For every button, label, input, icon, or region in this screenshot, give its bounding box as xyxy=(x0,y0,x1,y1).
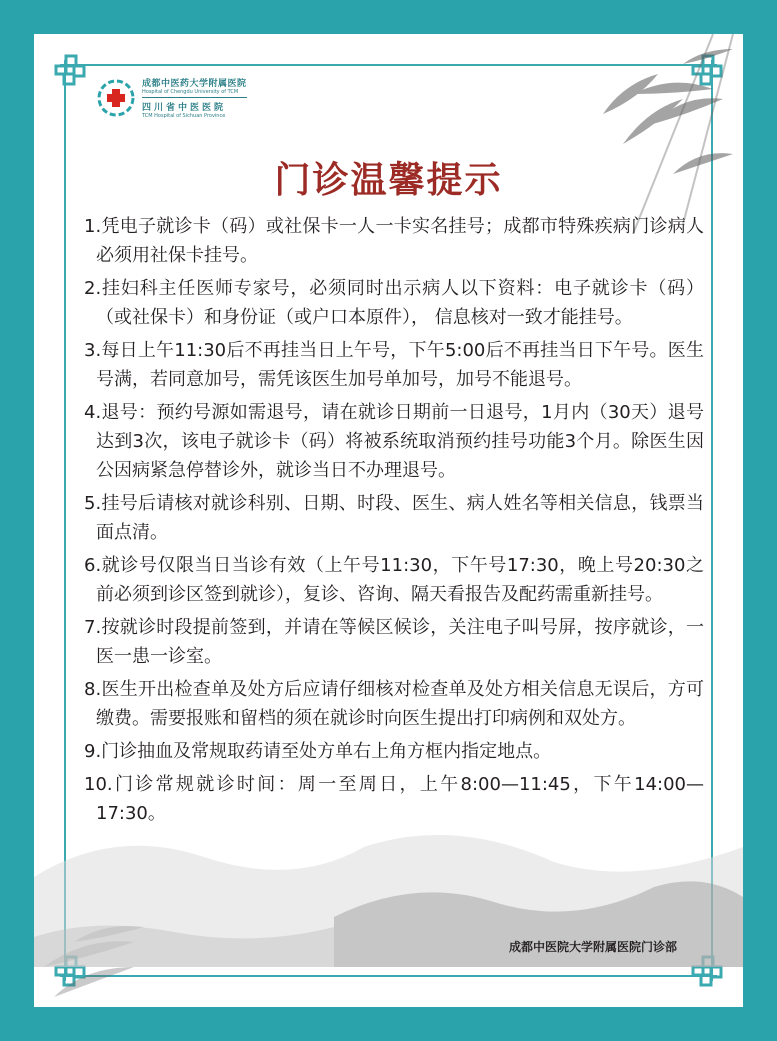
notice-item: 3.每日上午11:30后不再挂当日上午号，下午5:00后不再挂当日下午号。医生号满，若同意加号，需凭该医生加号单加号，加号不能退号。 xyxy=(84,340,704,390)
hospital-emblem-icon xyxy=(96,78,136,118)
hospital-name-en: Hospital of Chengdu University of TCM xyxy=(142,89,239,95)
hospital-alt-name: 四川省中医医院 xyxy=(142,97,247,113)
notice-item: 7.按就诊时段提前签到，并请在等候区候诊，关注电子叫号屏，按序就诊，一医一患一诊室。 xyxy=(84,617,704,667)
notice-item: 9.门诊抽血及常规取药请至处方单右上角方框内指定地点。 xyxy=(84,741,552,762)
hospital-name: 成都中医药大学附属医院 xyxy=(142,79,247,89)
page-title: 门诊温馨提示 xyxy=(274,160,503,201)
bamboo-decoration-icon xyxy=(483,34,743,234)
hospital-logo xyxy=(96,76,247,119)
notice-item: 6.就诊号仅限当日当诊有效（上午号11:30，下午号17:30，晚上号20:30之 前必须到诊区签到就诊），复诊、咨询、隔天看报告及配药需重新挂号。 xyxy=(84,555,704,605)
notice-item: 10.门诊常规就诊时间：周一至周日，上午8:00—11:45，下午14:00—17:30。 xyxy=(84,774,704,824)
hospital-alt-name-en: TCM Hospital of Sichuan Province xyxy=(142,113,226,119)
footer-department: 成都中医院大学附属医院门诊部 xyxy=(508,940,677,954)
corner-ornament-icon xyxy=(52,52,88,88)
notice-item: 8.医生开出检查单及处方后应请仔细核对检查单及处方相关信息无误后，方可缴费。需要报账和留档的须在就诊时向医生提出打印病例和双处方。 xyxy=(84,679,704,729)
notice-item: 4.退号：预约号源如需退号，请在就诊日期前一日退号，1月内（30天）退号达到3次，该电子就诊卡（码）将被系统取消预约挂号功能3个月。除医生因公因病紧急停替诊外，就诊当日不办理退号。 xyxy=(84,402,704,481)
poster xyxy=(34,34,743,1007)
notice-item: 1.凭电子就诊卡（码）或社保卡一人一卡实名挂号；成都市特殊疾病门诊病人必须用社保卡挂号。 xyxy=(84,216,704,266)
notice-item: 5.挂号后请核对就诊科别、日期、时段、医生、病人姓名等相关信息，钱票当面点清。 xyxy=(84,493,704,543)
notice-list xyxy=(84,212,704,832)
notice-item: 2.挂妇科主任医师专家号，必须同时出示病人以下资料：电子就诊卡（码）（或社保卡）和身份证（或户口本原件）， 信息核对一致才能挂号。 xyxy=(84,278,704,328)
